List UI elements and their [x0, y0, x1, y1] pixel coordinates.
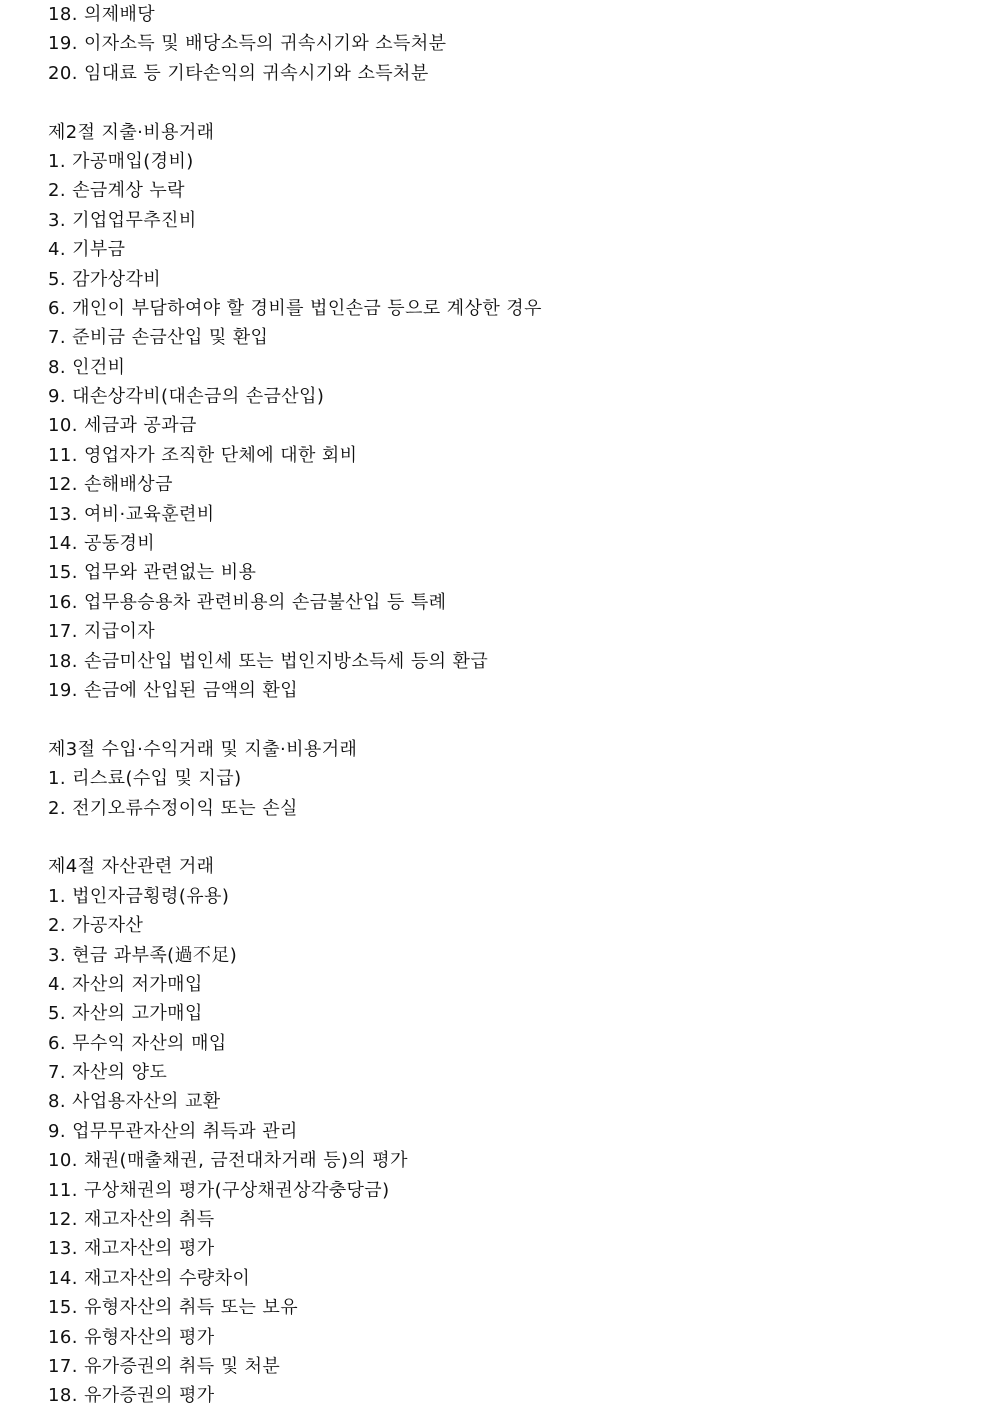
- list-item: 7. 자산의 양도: [48, 1062, 168, 1084]
- list-item: 11. 구상채권의 평가(구상채권상각충당금): [48, 1179, 390, 1201]
- list-item: 18. 의제배당: [48, 4, 156, 25]
- list-item: 1. 법인자금횡령(유용): [48, 885, 230, 907]
- spacer: [48, 823, 948, 852]
- list-item: 17. 유가증권의 취득 및 처분: [48, 1355, 281, 1377]
- list-item: 7. 준비금 손금산입 및 환입: [48, 327, 269, 349]
- section-heading: 제3절 수입·수익거래 및 지출·비용거래: [48, 738, 358, 760]
- list-item: 10. 채권(매출채권, 금전대차거래 등)의 평가: [48, 1150, 408, 1172]
- list-item: 15. 업무와 관련없는 비용: [48, 562, 257, 584]
- list-item: 6. 무수익 자산의 매입: [48, 1032, 227, 1054]
- list-item: 16. 유형자산의 평가: [48, 1326, 215, 1348]
- list-item: 18. 유가증권의 평가: [48, 1385, 215, 1407]
- list-item: 9. 업무무관자산의 취득과 관리: [48, 1120, 298, 1142]
- list-item: 8. 인건비: [48, 356, 126, 378]
- list-item: 12. 재고자산의 취득: [48, 1209, 215, 1231]
- list-item: 20. 임대료 등 기타손익의 귀속시기와 소득처분: [48, 62, 429, 84]
- section1-tail: [48, 0, 948, 88]
- list-item: 5. 감가상각비: [48, 268, 162, 290]
- list-item: 14. 재고자산의 수량차이: [48, 1267, 251, 1289]
- list-item: 10. 세금과 공과금: [48, 415, 197, 437]
- list-item: 6. 개인이 부담하여야 할 경비를 법인손금 등으로 계상한 경우: [48, 297, 542, 319]
- list-item: 13. 여비·교육훈련비: [48, 503, 215, 525]
- list-item: 16. 업무용승용차 관련비용의 손금불산입 등 특례: [48, 591, 447, 613]
- list-item: 4. 자산의 저가매입: [48, 973, 203, 995]
- section-heading: 제2절 지출·비용거래: [48, 121, 215, 143]
- list-item: 9. 대손상각비(대손금의 손금산입): [48, 386, 325, 408]
- list-item: 15. 유형자산의 취득 또는 보유: [48, 1297, 298, 1319]
- list-item: 12. 손해배상금: [48, 474, 173, 496]
- list-item: 3. 기업업무추진비: [48, 209, 197, 231]
- section-3: [48, 735, 948, 823]
- document-page: [48, 0, 948, 1411]
- section-2: [48, 118, 948, 706]
- list-item: 1. 가공매입(경비): [48, 150, 194, 172]
- list-item: 2. 가공자산: [48, 915, 144, 937]
- list-item: 8. 사업용자산의 교환: [48, 1091, 221, 1113]
- list-item: 1. 리스료(수입 및 지급): [48, 768, 242, 790]
- list-item: 14. 공동경비: [48, 533, 156, 555]
- list-item: 17. 지급이자: [48, 621, 156, 643]
- list-item: 11. 영업자가 조직한 단체에 대한 회비: [48, 444, 358, 466]
- list-item: 5. 자산의 고가매입: [48, 1003, 203, 1025]
- spacer: [48, 88, 948, 117]
- list-item: 19. 손금에 산입된 금액의 환입: [48, 679, 298, 701]
- list-item: 2. 전기오류수정이익 또는 손실: [48, 797, 298, 819]
- list-item: 3. 현금 과부족(過不足): [48, 944, 238, 966]
- list-item: 2. 손금계상 누락: [48, 180, 185, 202]
- list-item: 4. 기부금: [48, 239, 126, 261]
- list-item: 18. 손금미산입 법인세 또는 법인지방소득세 등의 환급: [48, 650, 489, 672]
- spacer: [48, 705, 948, 734]
- section-heading: 제4절 자산관련 거래: [48, 856, 215, 878]
- list-item: 19. 이자소득 및 배당소득의 귀속시기와 소득처분: [48, 33, 447, 55]
- section-4: [48, 852, 948, 1410]
- list-item: 13. 재고자산의 평가: [48, 1238, 215, 1260]
